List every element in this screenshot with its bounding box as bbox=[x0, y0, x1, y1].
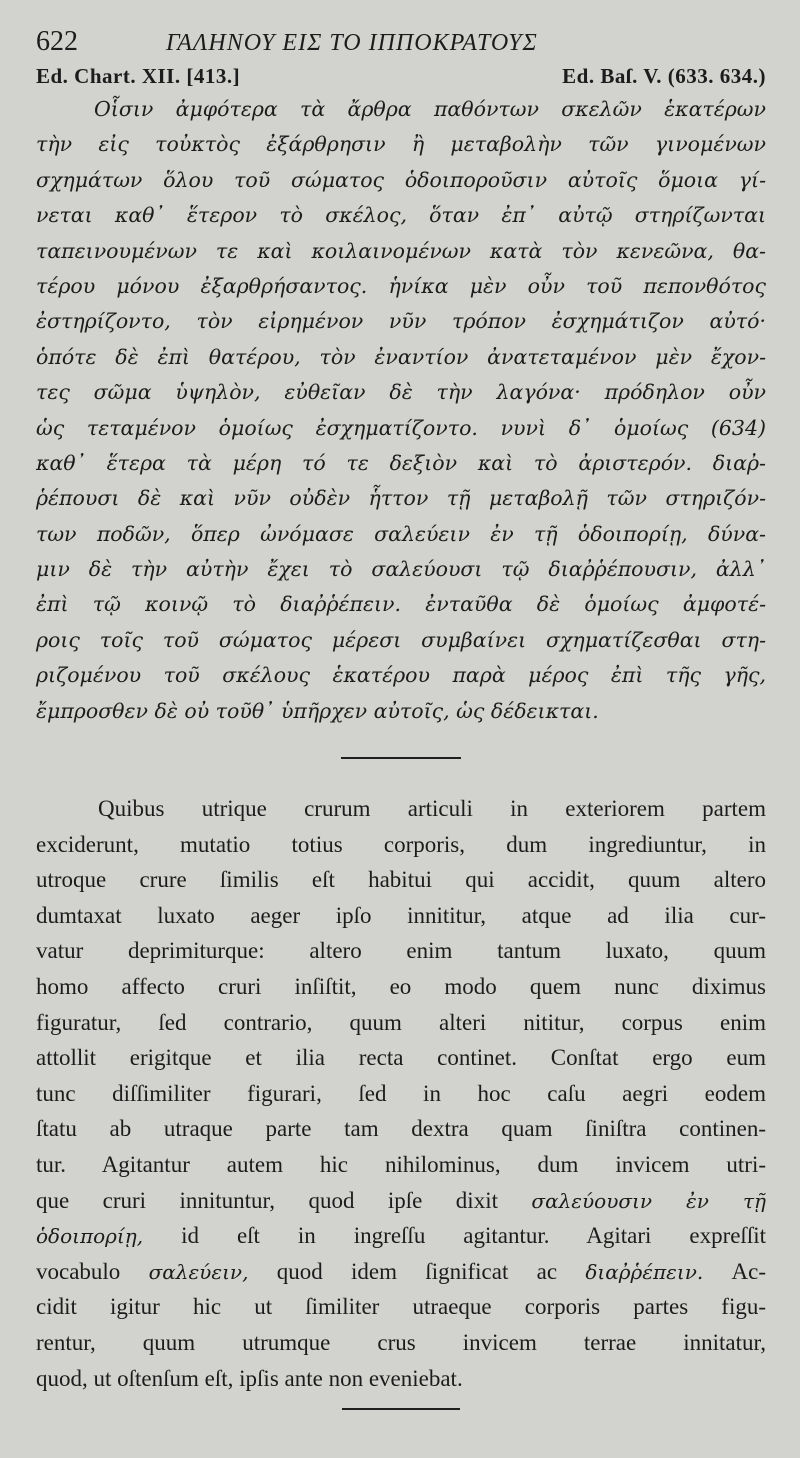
edition-basel: Ed. Baſ. V. (633. 634.) bbox=[562, 64, 766, 88]
latin-text-segment: id eſt in ingreſſu agitantur. Agitari expreſſit bbox=[181, 1223, 766, 1249]
greek-line: ἔμπροσθεν δὲ οὐ τοῦθ᾽ ὑπῆρχεν αὐτοῖς, ὡς δέδεικται. bbox=[36, 698, 599, 723]
latin-text-segment: vocabulo bbox=[36, 1258, 121, 1284]
greek-line: ταπεινουμένων τε καὶ κοιλαινομένων κατὰ τὸν κενεῶνα, θα- bbox=[36, 238, 766, 263]
latin-line: tur. Agitantur autem hic nihilominus, dum invicem utri- bbox=[36, 1151, 766, 1177]
greek-quotation: σαλεύειν, bbox=[148, 1259, 249, 1284]
greek-line: καθ᾽ ἕτερα τὰ μέρη τό τε δεξιὸν καὶ τὸ ἀριστερόν. διαῤ- bbox=[36, 450, 766, 475]
greek-paragraph bbox=[36, 92, 766, 729]
latin-line: exciderunt, mutatio totius corporis, dum ingrediuntur, in bbox=[36, 831, 766, 857]
latin-line: attollit erigitque et ilia recta continet. Conſtat ergo eum bbox=[36, 1045, 766, 1071]
greek-quotation: διαῤῥέπειν. bbox=[585, 1259, 704, 1284]
greek-line: ριζομένου τοῦ σκέλους ἑκατέρου παρὰ μέρος ἐπὶ τῆς γῆς, bbox=[36, 663, 766, 688]
page-number: 622 bbox=[36, 26, 78, 57]
latin-line: cidit igitur hic ut ſimiliter utraeque corporis partes figu- bbox=[36, 1294, 766, 1320]
latin-line: Quibus utrique crurum articuli in exteriorem partem bbox=[98, 796, 766, 822]
latin-text-segment: quod idem ſignificat ac bbox=[276, 1258, 558, 1284]
latin-line: tunc diſſimiliter figurari, ſed in hoc caſu aegri eodem bbox=[36, 1080, 766, 1106]
greek-line: τὴν εἰς τοὐκτὸς ἐξάρθρησιν ἢ μεταβολὴν τῶν γινομένων bbox=[36, 132, 766, 157]
greek-line: ἐστηρίζοντο, τὸν εἰρημένον νῦν τρόπον ἐσχημάτιζον αὐτό· bbox=[36, 309, 766, 334]
running-title: ΓΑΛΗΝΟΥ ΕΙΣ ΤΟ ΙΠΠΟΚΡΑΤΟΥΣ bbox=[166, 30, 538, 56]
greek-line: τες σῶμα ὑψηλὸν, εὐθεῖαν δὲ τὴν λαγόνα· πρόδηλον οὖν bbox=[36, 380, 766, 405]
section-divider bbox=[341, 757, 461, 759]
running-head bbox=[36, 26, 766, 62]
latin-paragraph bbox=[36, 791, 766, 1396]
greek-line: μιν δὲ τὴν αὐτὴν ἔχει τὸ σαλεύουσι τῷ διαῤῥέπουσιν, ἀλλ᾽ bbox=[36, 557, 766, 582]
latin-text-segment: que cruri innituntur, quod ipſe dixit bbox=[36, 1187, 498, 1213]
latin-line bbox=[36, 1218, 766, 1254]
latin-line bbox=[36, 1183, 766, 1219]
latin-line: dumtaxat luxato aeger ipſo innititur, atque ad ilia cur- bbox=[36, 902, 766, 928]
greek-line: νεται καθ᾽ ἕτερον τὸ σκέλος, ὅταν ἐπ᾽ αὐτῷ στηρίζωνται bbox=[36, 203, 766, 228]
latin-line: utroque crure ſimilis eſt habitui qui accidit, quum altero bbox=[36, 867, 766, 893]
latin-line: ſtatu ab utraque parte tam dextra quam ſiniſtra continen- bbox=[36, 1116, 766, 1142]
latin-line: figuratur, ſed contrario, quum alteri nititur, corpus enim bbox=[36, 1009, 766, 1035]
greek-line: ῥέπουσι δὲ καὶ νῦν οὐδὲν ἧττον τῇ μεταβολῇ τῶν στηριζόν- bbox=[36, 486, 766, 511]
latin-line: vatur deprimiturque: altero enim tantum luxato, quum bbox=[36, 938, 766, 964]
edition-chartier: Ed. Chart. XII. [413.] bbox=[36, 64, 241, 88]
greek-quotation: σαλεύουσιν ἐν τῇ bbox=[531, 1188, 767, 1213]
greek-line: τέρου μόνου ἐξαρθρήσαντος. ἡνίκα μὲν οὖν τοῦ πεπονθότος bbox=[36, 273, 766, 298]
greek-quotation: ὁδοιπορίῃ, bbox=[36, 1224, 144, 1249]
closing-divider bbox=[342, 1408, 460, 1410]
greek-line: ροις τοῖς τοῦ σώματος μέρεσι συμβαίνει σχηματίζεσθαι στη- bbox=[36, 627, 766, 652]
edition-line bbox=[36, 64, 766, 92]
latin-line: rentur, quum utrumque crus invicem terrae innitatur, bbox=[36, 1329, 766, 1355]
latin-line bbox=[36, 1254, 766, 1290]
greek-line: σχημάτων ὅλου τοῦ σώματος ὁδοιποροῦσιν αὐτοῖς ὅμοια γί- bbox=[36, 167, 766, 192]
latin-text-segment: Ac- bbox=[731, 1258, 767, 1284]
greek-line: ὁπότε δὲ ἐπὶ θατέρου, τὸν ἐναντίον ἀνατεταμένον μὲν ἔχον- bbox=[36, 344, 766, 369]
latin-line: quod, ut oſtenſum eſt, ipſis ante non eveniebat. bbox=[36, 1365, 463, 1391]
greek-line: ὡς τεταμένον ὁμοίως ἐσχηματίζοντο. νυνὶ δ᾽ ὁμοίως (634) bbox=[36, 415, 766, 440]
greek-line: ἐπὶ τῷ κοινῷ τὸ διαῤῥέπειν. ἐνταῦθα δὲ ὁμοίως ἀμφοτέ- bbox=[36, 592, 766, 617]
greek-line: των ποδῶν, ὅπερ ὠνόμασε σαλεύειν ἐν τῇ ὁδοιπορίῃ, δύνα- bbox=[36, 521, 766, 546]
latin-line: homo affecto cruri inſiſtit, eo modo quem nunc diximus bbox=[36, 974, 766, 999]
greek-line: Οἷσιν ἀμφότερα τὰ ἄρθρα παθόντων σκελῶν ἑκατέρων bbox=[94, 97, 766, 121]
